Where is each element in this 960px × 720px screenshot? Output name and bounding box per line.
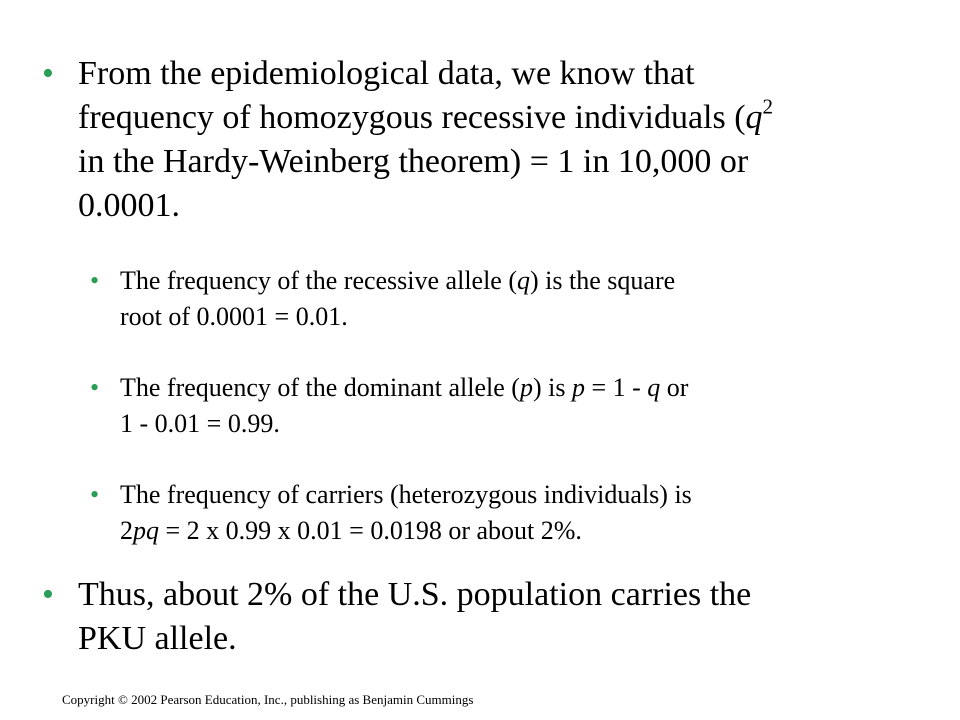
sub3-text-b: = 2 x 0.99 x 0.01 = 0.0198 or about 2%. <box>159 516 582 545</box>
sub1-text-a: The frequency of the recessive allele ( <box>120 266 518 295</box>
sub-bullet-marker: • <box>90 480 100 509</box>
point1-line1: From the epidemiological data, we know that <box>78 55 695 92</box>
sub-bullet-1-text <box>120 263 675 335</box>
copyright-footer: Copyright © 2002 Pearson Education, Inc., publishing as Benjamin Cummings <box>62 692 474 707</box>
sub2-text-a: The frequency of the dominant allele ( <box>120 373 520 402</box>
point2-line2: PKU allele. <box>78 620 237 657</box>
point1-line2 <box>78 96 773 140</box>
point2-line1: Thus, about 2% of the U.S. population carries the <box>78 576 752 613</box>
sub2-p-symbol: p <box>519 373 533 402</box>
sub3-text-a: 2 <box>120 516 133 545</box>
sub2-text-b: ) is <box>532 373 572 402</box>
sub1-line1 <box>120 263 675 299</box>
sub3-line2 <box>120 513 692 549</box>
sub-bullet-2-text <box>120 370 688 442</box>
sub-bullet-marker: • <box>90 266 100 295</box>
sub2-text-c: = 1 - <box>584 373 648 402</box>
point1-q-symbol: q <box>745 99 763 136</box>
bullet-marker: • <box>42 576 54 613</box>
sub1-text-b: ) is the square <box>530 266 676 295</box>
point1-superscript: 2 <box>762 94 774 119</box>
sub2-q-symbol: q <box>647 373 661 402</box>
sub1-line2: root of 0.0001 = 0.01. <box>120 302 348 331</box>
sub2-line2: 1 - 0.01 = 0.99. <box>120 409 280 438</box>
bullet-point-2-text <box>78 573 751 661</box>
bullet-point-1-text <box>78 52 773 228</box>
point1-line4: 0.0001. <box>78 187 180 224</box>
sub2-p-symbol-2: p <box>571 373 585 402</box>
point1-line3: in the Hardy-Weinberg theorem) = 1 in 10,000 or <box>78 143 749 180</box>
sub-bullet-marker: • <box>90 373 100 402</box>
point1-line2-text: frequency of homozygous recessive individuals ( <box>78 99 746 136</box>
sub1-q-symbol: q <box>517 266 531 295</box>
sub3-line1: The frequency of carriers (heterozygous individuals) is <box>120 480 692 509</box>
sub2-line1 <box>120 370 688 406</box>
sub2-text-d: or <box>660 373 689 402</box>
sub3-pq-symbol: pq <box>133 516 159 545</box>
bullet-marker: • <box>42 55 54 92</box>
sub-bullet-3-text <box>120 477 692 549</box>
